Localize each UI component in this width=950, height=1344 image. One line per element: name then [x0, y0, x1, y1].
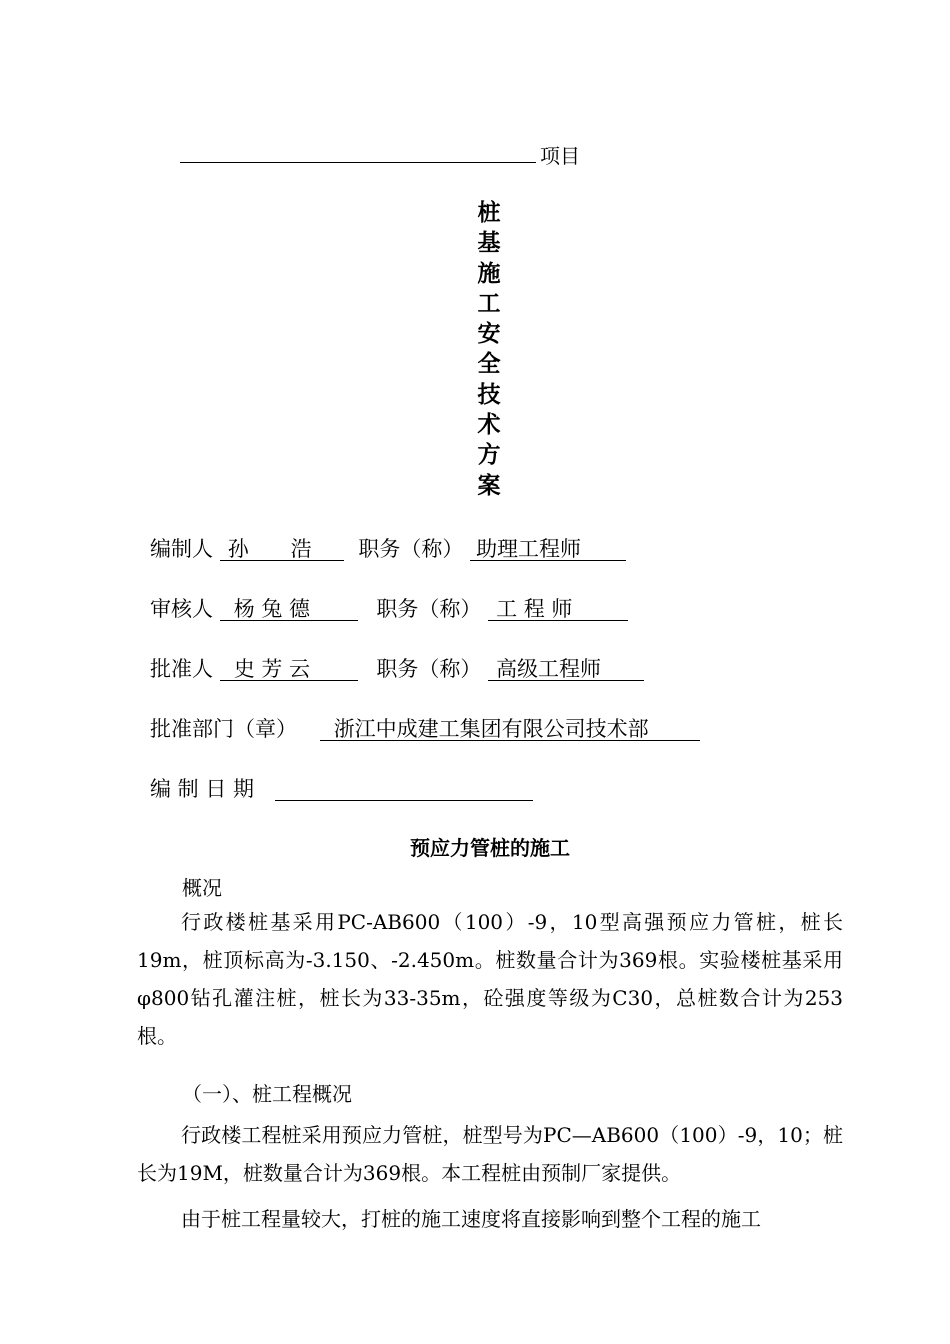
section-1-paragraph: 行政楼工程桩采用预应力管桩，桩型号为PC—AB600（100）-9，10；桩长为19M，桩数量合计为369根。本工程桩由预制厂家提供。 — [137, 1123, 843, 1185]
overview-paragraph: 行政楼桩基采用PC-AB600（100）-9，10型高强预应力管桩，桩长19m，桩顶标高为-3.150、-2.450m。桩数量合计为369根。实验楼桩基采用φ800钻孔灌注桩，桩长为33-35m，砼强度等级为C30，总桩数合计为253根。 — [137, 910, 843, 1048]
title-char: 工 — [477, 290, 501, 317]
reviewer-row — [150, 593, 628, 623]
department-name: 浙江中成建工集团有限公司技术部 — [320, 713, 700, 741]
title-char: 桩 — [477, 200, 501, 226]
title-char: 全 — [477, 351, 501, 378]
section-heading: 预应力管桩的施工 — [410, 836, 570, 860]
title-char: 案 — [477, 472, 501, 499]
department-label: 批准部门（章） — [150, 717, 297, 741]
position-label: 职务（称） — [358, 537, 464, 561]
reviewer-title: 工 程 师 — [488, 593, 628, 621]
compiler-label: 编制人 — [150, 537, 213, 561]
title-char: 术 — [477, 412, 501, 439]
date-blank — [275, 773, 533, 801]
project-name-blank — [180, 162, 536, 163]
compiler-row — [150, 533, 626, 563]
compiler-name: 孙 浩 — [220, 533, 344, 561]
approver-label: 批准人 — [150, 657, 213, 681]
reviewer-label: 审核人 — [150, 597, 213, 621]
section-1-paragraph-continued: 由于桩工程量较大，打桩的施工速度将直接影响到整个工程的施工 — [181, 1207, 761, 1231]
date-label: 编 制 日 期 — [150, 777, 255, 801]
title-char: 技 — [477, 381, 501, 408]
title-char: 基 — [477, 230, 501, 257]
section-1-title: （一）、桩工程概况 — [182, 1082, 352, 1106]
date-row — [150, 773, 533, 803]
approver-name: 史 芳 云 — [220, 653, 358, 681]
project-suffix: 项目 — [540, 144, 580, 168]
approver-title: 高级工程师 — [488, 653, 644, 681]
approver-row — [150, 653, 644, 683]
position-label: 职务（称） — [376, 657, 482, 681]
title-char: 方 — [477, 442, 501, 469]
title-char: 安 — [477, 321, 501, 348]
position-label: 职务（称） — [376, 597, 482, 621]
compiler-title: 助理工程师 — [470, 533, 626, 561]
document-title — [471, 198, 507, 501]
department-row — [150, 713, 700, 743]
reviewer-name: 杨 兔 德 — [220, 593, 358, 621]
title-char: 施 — [477, 260, 501, 287]
overview-label: 概况 — [182, 876, 222, 900]
